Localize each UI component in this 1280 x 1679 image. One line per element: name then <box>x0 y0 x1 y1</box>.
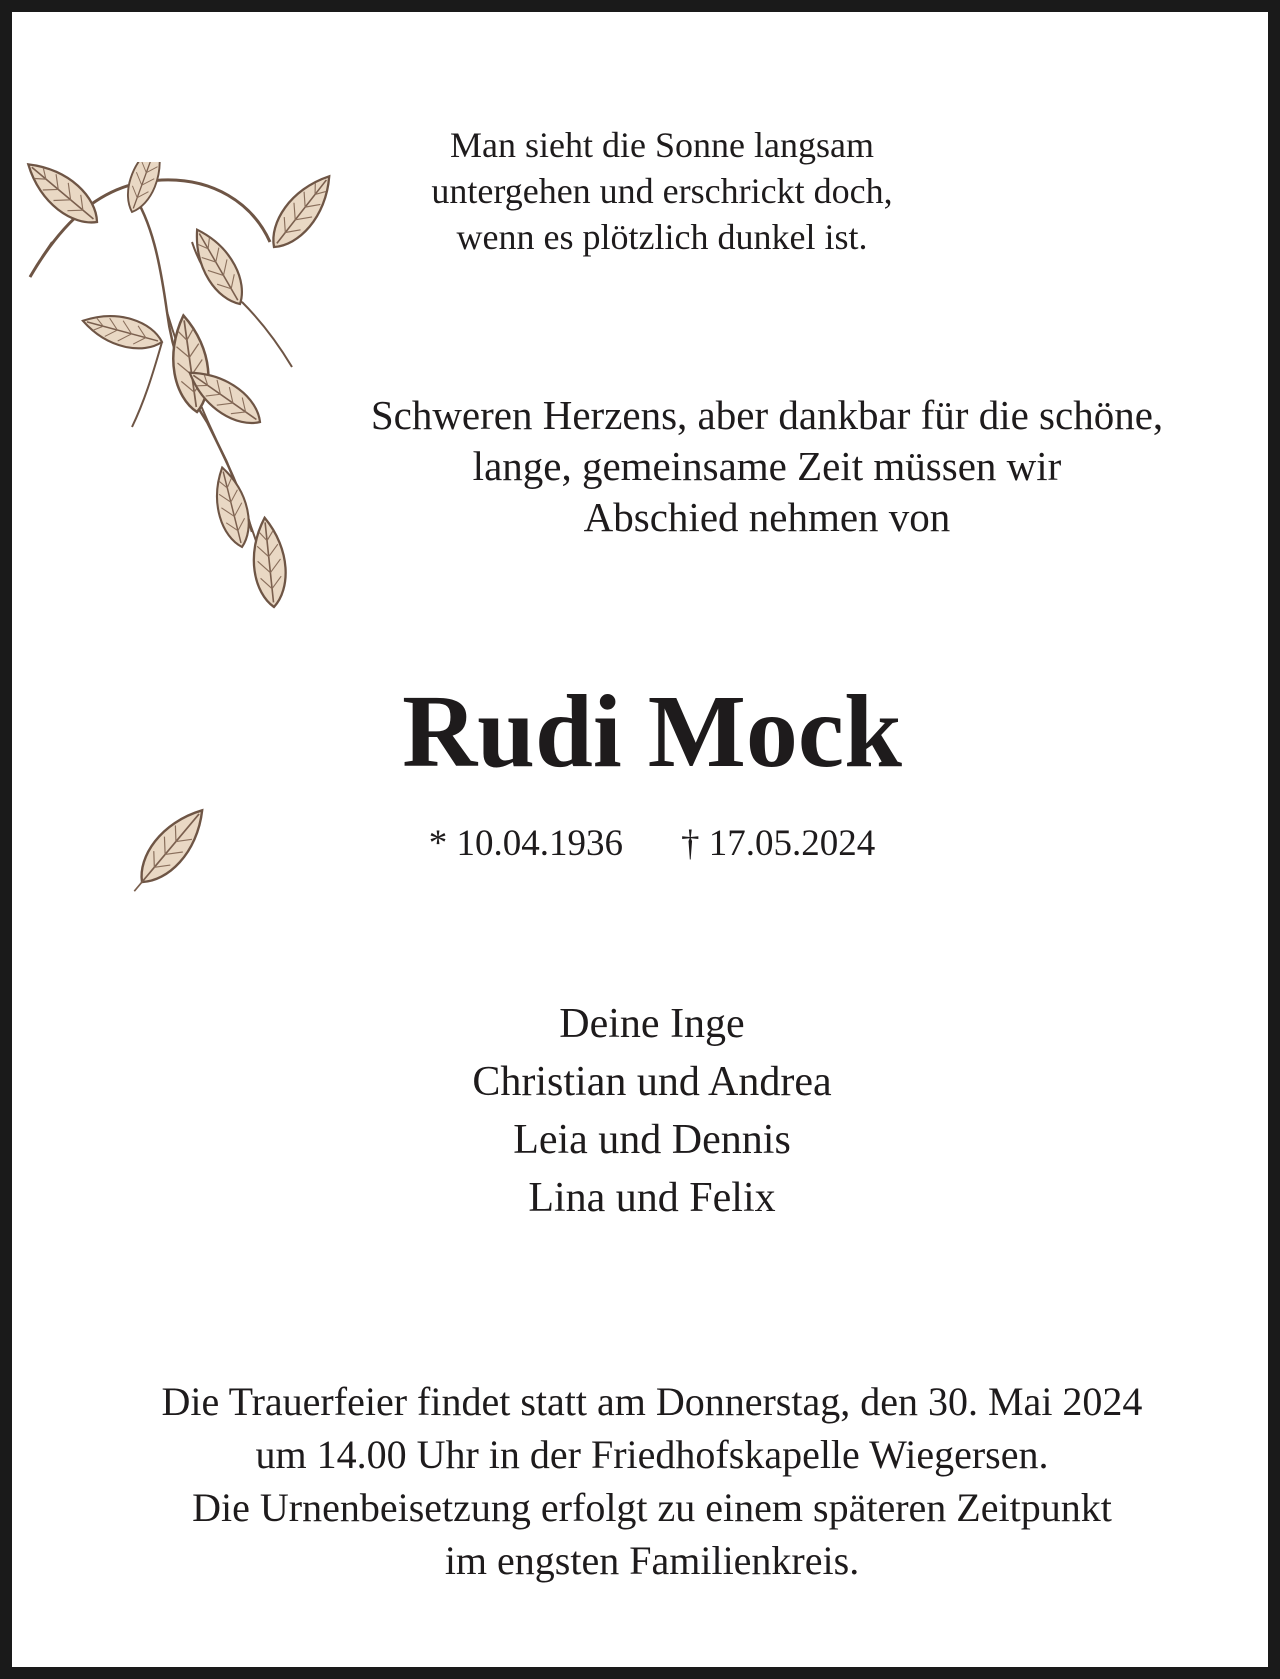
mourner: Deine Inge <box>559 1001 745 1047</box>
quote-line: untergehen und erschrickt doch, <box>431 171 893 211</box>
mourner: Leia und Dennis <box>513 1117 791 1163</box>
life-dates <box>352 820 952 868</box>
ceremony-details <box>52 1375 1252 1587</box>
quote-line: wenn es plötzlich dunkel ist. <box>456 217 868 257</box>
mourner: Christian und Andrea <box>472 1059 832 1105</box>
intro-line: lange, gemeinsame Zeit müssen wir <box>472 443 1062 489</box>
ceremony-line: Die Trauerfeier findet statt am Donnerstag, den 30. Mai 2024 <box>161 1379 1143 1424</box>
intro-line: Abschied nehmen von <box>583 494 951 540</box>
ceremony-line: Die Urnenbeisetzung erfolgt zu einem späteren Zeitpunkt <box>192 1485 1112 1530</box>
intro-line: Schweren Herzens, aber dankbar für die schöne, <box>370 392 1164 438</box>
birth-date: * 10.04.1936 <box>428 823 623 864</box>
mourner: Lina und Felix <box>528 1175 776 1221</box>
quote <box>342 122 982 260</box>
ceremony-line: um 14.00 Uhr in der Friedhofskapelle Wiegersen. <box>255 1432 1049 1477</box>
mourners-list <box>302 995 1002 1227</box>
quote-line: Man sieht die Sonne langsam <box>450 125 874 165</box>
farewell-intro <box>302 390 1232 543</box>
deceased-name: Rudi Mock <box>402 674 902 789</box>
death-date: † 17.05.2024 <box>681 823 876 864</box>
ceremony-line: im engsten Familienkreis. <box>444 1538 860 1583</box>
